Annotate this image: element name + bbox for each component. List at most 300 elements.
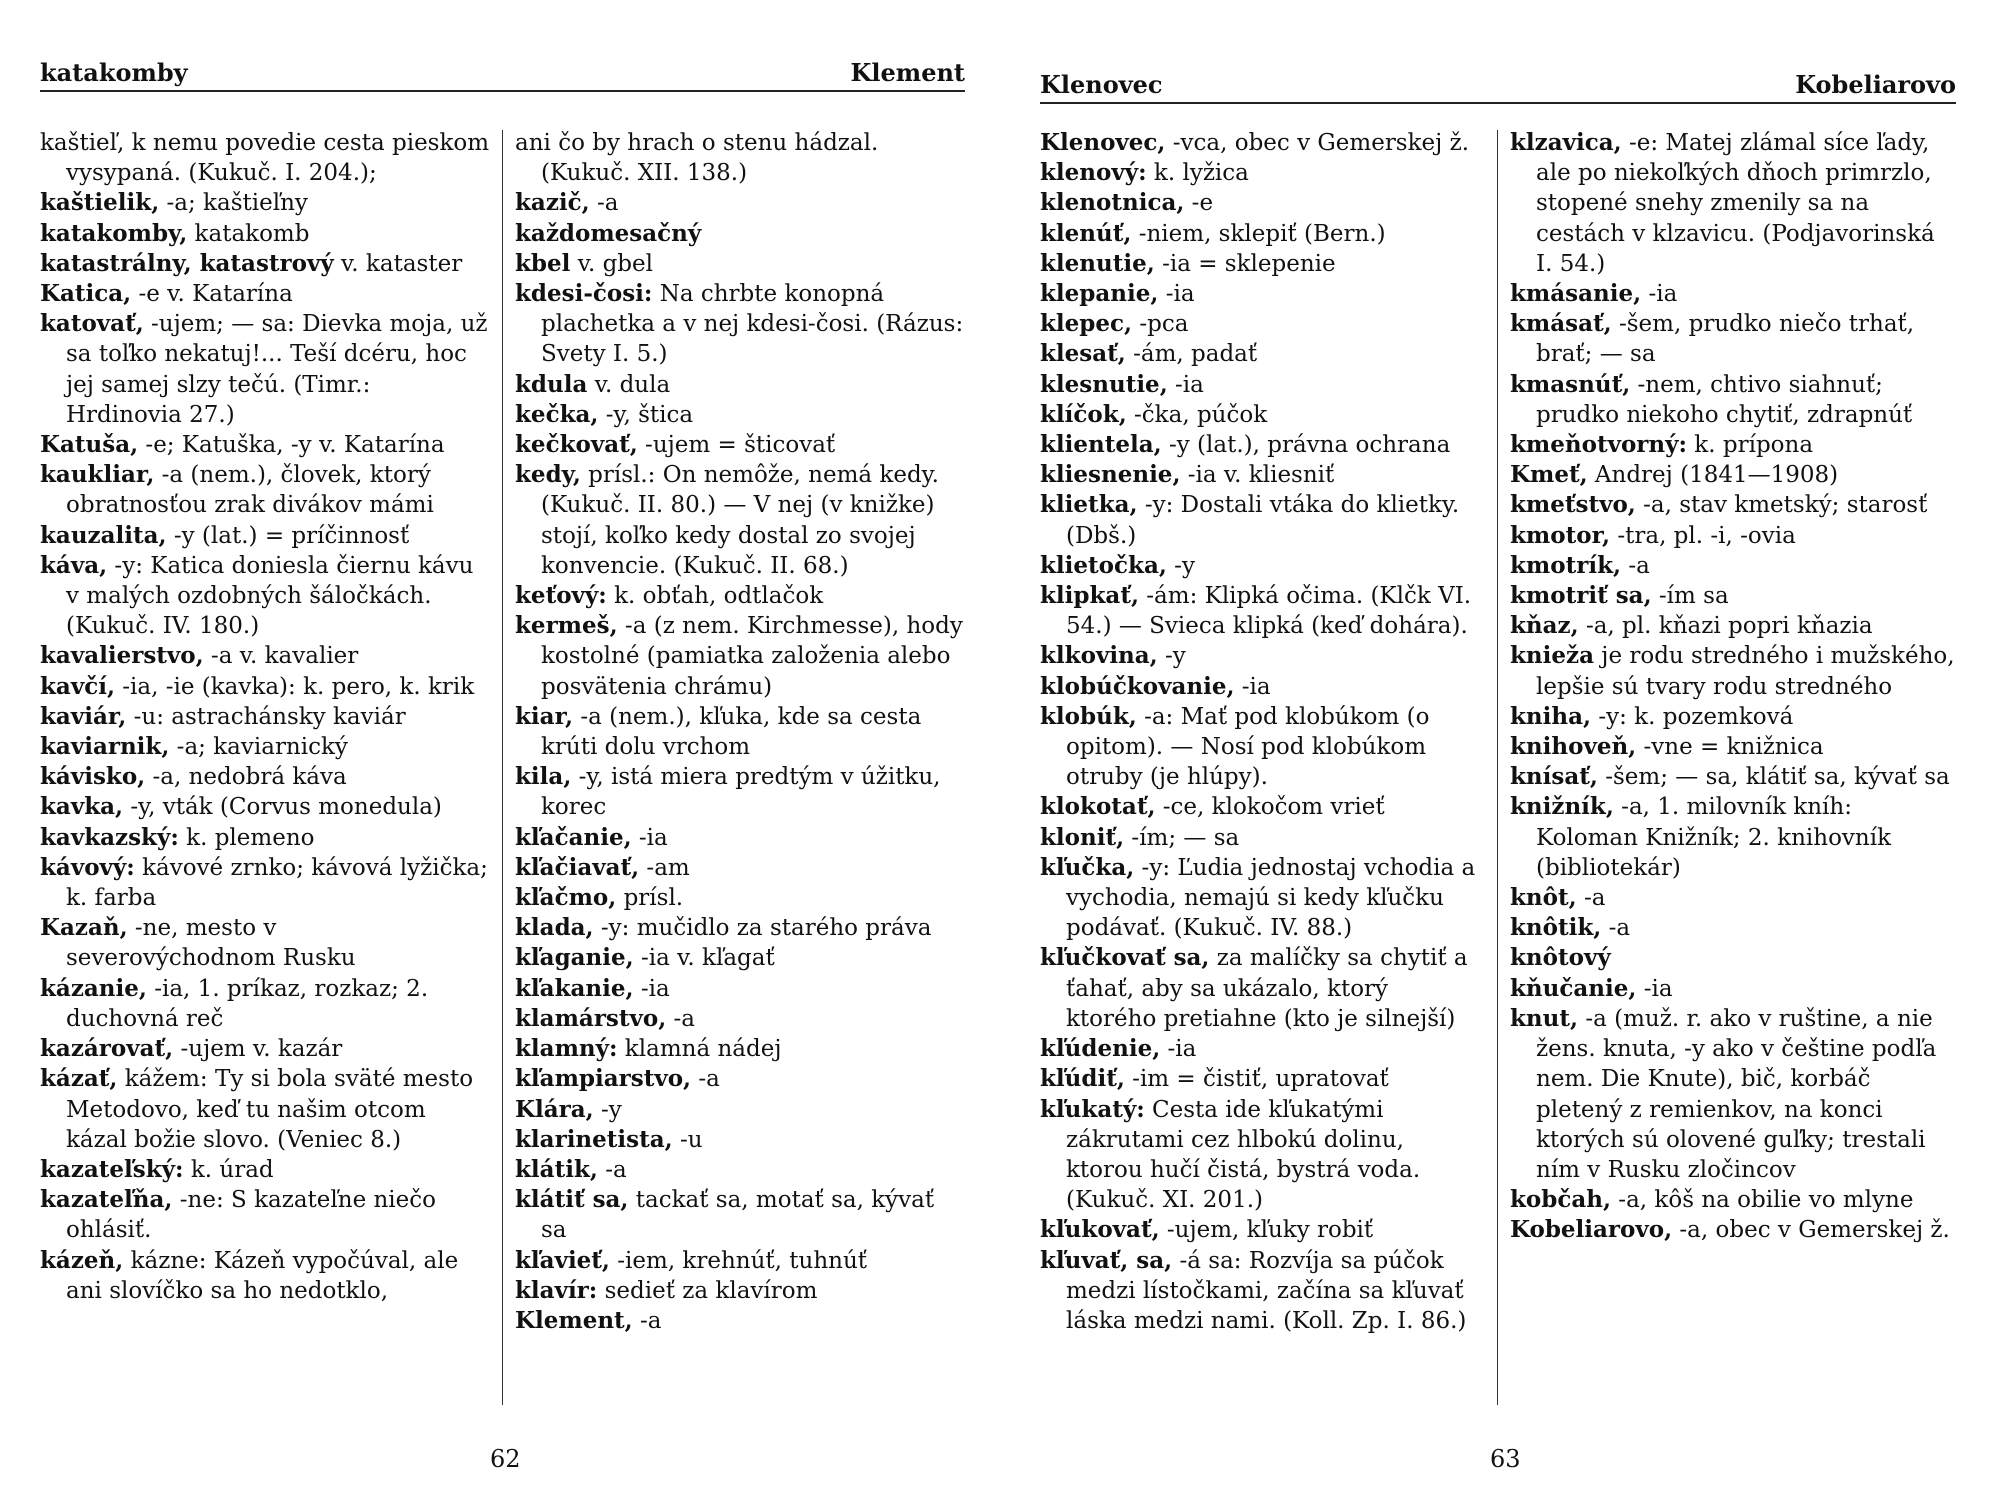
headword: kľavieť, [515,1246,610,1274]
dictionary-entry [1510,521,1956,551]
definition-text: -á sa: Rozvíja sa púčok medzi lístočkami, začína sa kľuvať láska medzi nami. (Koll. Zp. I. 86.) [1066,1247,1467,1334]
dictionary-entry [40,792,490,822]
dictionary-entry [1510,762,1956,792]
headword: kľaganie, [515,944,634,972]
headword: kmasnúť, [1510,370,1631,398]
headword: Katica, [40,280,132,308]
dictionary-entry [515,943,965,973]
definition-text: -a [632,1307,662,1334]
definition-text: -ám: Klipká očima. (Klčk VI. 54.) — Svieca klipká (keď dohára). [1066,583,1472,640]
headword: kázanie, [40,974,147,1002]
headword: klenotnica, [1040,189,1185,217]
definition-text: -u: astrachánsky kaviár [126,703,406,730]
headword: kazateľňa, [40,1186,173,1214]
dictionary-entry [40,672,490,702]
definition-text: -e: Matej zlámal síce ľady, ale po niekoľkých dňoch primrzlo, stopené snehy zmenily sa na cestách v klzavicu. (Podjavorinská I. 54.) [1536,130,1935,277]
definition-text: -a, obec v Gemerskej ž. [1672,1217,1950,1244]
dictionary-entry [1040,219,1485,249]
definition-text: -ia [1641,281,1678,308]
dictionary-entry [40,732,490,762]
definition-text: -e v. Katarína [131,281,293,308]
definition-text: k. lyžica [1146,160,1249,187]
headword: kmeťstvo, [1510,491,1636,519]
definition-text: -ia, 1. príkaz, rozkaz; 2. duchovná reč [66,975,429,1032]
definition-text: -y (lat.) = príčinnosť [166,522,410,549]
headword: klenutie, [1040,249,1155,277]
definition-text: -ujem = šticovať [637,432,836,459]
headword: kermeš, [515,612,618,640]
dictionary-entry [40,551,490,642]
dictionary-entry [40,309,490,430]
definition-text: -ia v. kľagať [633,945,775,972]
dictionary-entry [515,370,965,400]
column-2 [515,128,965,1410]
dictionary-entry [40,521,490,551]
headword: kľuvať, sa, [1040,1246,1173,1274]
definition-text: za malíčky sa chytiť a ťahať, aby sa ukázalo, ktorý ktorého pretiahne (kto je silnejší) [1066,945,1468,1032]
headword: klepanie, [1040,280,1159,308]
headword: kiar, [515,702,574,730]
definition-text: -ia [1167,371,1204,398]
headword: knísať, [1510,763,1598,791]
column-1 [1040,128,1485,1410]
headword: kavčí, [40,672,115,700]
definition-text: v. dula [587,371,671,398]
definition-text: -a (z nem. Kirchmesse), hody kostolné (pamiatka založenia alebo posvätenia chrámu) [541,613,963,700]
dictionary-entry [1040,370,1485,400]
headword: Katuša, [40,431,139,459]
headword: kľukovať, [1040,1216,1160,1244]
dictionary-entry [515,581,965,611]
headword: Klára, [515,1095,594,1123]
headword: knôtik, [1510,914,1602,942]
dictionary-entry [1510,611,1956,641]
definition-text: -a, 1. milovník kníh: Koloman Knižník; 2. knihovník (bibliotekár) [1536,794,1892,881]
column-1 [40,128,490,1410]
dictionary-entry [515,188,965,218]
headword: keťový: [515,582,607,610]
headword: klkovina, [1040,642,1158,670]
dictionary-entry [515,400,965,430]
dictionary-entry [40,974,490,1034]
definition-text: -y, istá miera predtým v úžitku, korec [541,764,941,821]
dictionary-entry [40,249,490,279]
definition-text: v. gbel [570,250,654,277]
dictionary-entry [40,1064,490,1155]
definition-text: kážem: Ty si bola sväté mesto Metodovo, keď tu našim otcom kázal božie slovo. (Veniec 8.) [66,1066,474,1153]
dictionary-entry [515,853,965,883]
headword: kbel [515,249,571,277]
dictionary-entry [1510,581,1956,611]
dictionary-entry [40,762,490,792]
dictionary-entry [1510,430,1956,460]
headword: kaukliar, [40,461,155,489]
definition-text: -y: Katica doniesla čiernu kávu v malých ozdobných šáločkách. (Kukuč. IV. 180.) [66,552,474,640]
headword: klietočka, [1040,551,1167,579]
headword: klzavica, [1510,129,1622,156]
dictionary-entry [515,1034,965,1064]
headword: katovať, [40,310,144,338]
headword: klamný: [515,1035,618,1063]
dictionary-entry [40,279,490,309]
definition-text: Cesta ide kľukatými zákrutami cez hlbokú dolinu, ktorou hučí čistá, bystrá voda. (Kukuč. XI. 201.) [1066,1096,1421,1214]
headword: klenúť, [1040,219,1132,247]
definition-text: -ujem; — sa: Dievka moja, už sa toľko nekatuj!... Teší dcéru, hoc jej samej slzy tečú. (Timr.: Hrdinovia 27.) [66,311,488,428]
dictionary-entry [1040,1034,1485,1064]
header-left-word: katakomby [40,58,188,87]
running-head [40,58,965,92]
dictionary-entry [515,913,965,943]
definition-text: -y (lat.), právna ochrana [1161,432,1451,459]
definition-text: -a [1621,552,1650,579]
definition-text: -vca, obec v Gemerskej ž. [1165,130,1470,156]
definition-text: -y, štica [598,401,694,428]
headword: klesnutie, [1040,370,1168,398]
definition-text: -am [639,854,690,881]
headword: kmeňotvorný: [1510,431,1687,459]
definition-text: kázne: Kázeň vypočúval, ale ani slovíčko sa ho nedotklo, [66,1247,459,1304]
dictionary-entry [515,1185,965,1245]
dictionary-entry [1510,279,1956,309]
headword: kaviár, [40,702,127,730]
headword: kečkovať, [515,431,638,459]
headword: kdesi-čosi: [515,280,653,308]
dictionary-entry [40,913,490,973]
header-left-word: Klenovec [1040,70,1163,99]
definition-text: -e [1184,190,1214,217]
headword: kľukatý: [1040,1095,1145,1123]
definition-text: prísl.: On nemôže, nemá kedy. (Kukuč. II. 80.) — V nej (v knižke) stojí, koľko kedy dostal zo svojej konvencie. (Kukuč. II. 68.) [541,462,939,579]
dictionary-entry [1510,1004,1956,1185]
headword: kmotor, [1510,521,1611,549]
dictionary-entry [1040,1215,1485,1245]
definition-text: k. obťah, odtlačok [606,583,824,610]
headword: Kobeliarovo, [1510,1216,1673,1244]
headword: kila, [515,763,572,791]
headword: kauzalita, [40,521,167,549]
definition-text: -a (muž. r. ako v ruštine, a nie žens. knuta, -y ako v češtine podľa nem. Die Knute), bič, korbáč pletený z remienkov, na konci ktorých sú olovené guľky; trestali ním v Rusku zločincov [1536,1005,1937,1183]
headword: kávový: [40,853,135,881]
dictionary-entry [515,1125,965,1155]
headword: klesať, [1040,340,1126,368]
column-2 [1510,128,1956,1410]
dictionary-entry [1040,430,1485,460]
definition-text: je rodu stredného i mužského, lepšie sú tvary rodu stredného [1536,643,1955,700]
dictionary-entry [1040,339,1485,369]
definition-text: -ne: S kazateľne niečo ohlásiť. [66,1187,437,1244]
definition-text: -ia [631,824,668,851]
dictionary-entry [1040,551,1485,581]
headword: klada, [515,914,594,942]
headword: kňučanie, [1510,974,1637,1002]
column-divider [502,130,503,1405]
dictionary-entry [1510,913,1956,943]
headword: kľučka, [1040,853,1135,881]
headword: kmásať, [1510,310,1612,338]
headword: kľampiarstvo, [515,1065,692,1093]
headword: klíčok, [1040,400,1127,428]
definition-text: -a: Mať pod klobúkom (o opitom). — Nosí pod klobúkom otruby (je hlúpy). [1066,703,1430,791]
dictionary-entry [40,823,490,853]
definition-text: -čka, púčok [1126,401,1268,428]
headword: knieža [1510,642,1594,670]
definition-text: -im = čistiť, upratovať [1124,1066,1389,1093]
definition-text: -ia [633,975,670,1002]
headword: knôtový [1510,944,1611,972]
definition-text: -ia [1234,673,1271,700]
dictionary-entry [40,641,490,671]
headword: kavalierstvo, [40,642,204,670]
dictionary-entry [515,702,965,762]
definition-text: -ia [1158,281,1195,308]
definition-text: -a, pl. kňazi popri kňazia [1578,613,1873,640]
definition-text: -a v. kavalier [203,643,359,670]
page-number: 63 [1490,1445,1521,1473]
left-page [0,0,990,1500]
definition-text: -ia [1160,1036,1197,1063]
header-right-word: Kobeliarovo [1795,70,1956,99]
definition-text: -e; Katuška, -y v. Katarína [138,432,445,459]
definition-text: -šem; — sa, klátiť sa, kývať sa [1597,764,1950,791]
dictionary-entry [40,188,490,218]
headword: klobúčkovanie, [1040,672,1235,700]
definition-text: -y: Dostali vtáka do klietky. (Dbš.) [1066,492,1460,549]
dictionary-entry [1040,672,1485,702]
definition-text: katakomb [187,220,310,247]
running-head [1040,70,1956,104]
dictionary-entry [1510,1185,1956,1215]
dictionary-entry [1510,309,1956,369]
dictionary-entry [40,430,490,460]
definition-text: -iem, krehnúť, tuhnúť [609,1247,868,1274]
dictionary-entry [1040,460,1485,490]
headword: kmotriť sa, [1510,582,1652,610]
dictionary-entry [1510,792,1956,883]
definition-text: Na chrbte konopná plachetka a v nej kdesi-čosi. (Rázus: Svety I. 5.) [541,281,964,368]
dictionary-entry [1040,581,1485,641]
definition-text: -y: Ľudia jednostaj vchodia a vychodia, nemajú si kedy kľučku podávať. (Kukuč. IV. 88.) [1066,854,1476,942]
definition-text: -šem, prudko niečo trhať, brať; — sa [1536,311,1915,368]
definition-text: -a, nedobrá káva [145,764,347,791]
definition-text: kaštieľ, k nemu povedie cesta pieskom vysypaná. (Kukuč. I. 204.); [40,130,490,187]
dictionary-entry [515,1306,965,1336]
definition-text: Andrej (1841—1908) [1587,462,1839,489]
dictionary-entry [515,974,965,1004]
headword: kázeň, [40,1246,124,1274]
headword: kniha, [1510,702,1592,730]
headword: kaštielik, [40,189,160,217]
definition-text: sedieť za klavírom [597,1277,818,1304]
headword: katakomby, [40,219,188,247]
dictionary-entry [1510,702,1956,732]
headword: klenový: [1040,159,1147,187]
definition-text: -y: k. pozemková [1591,703,1794,730]
dictionary-entry [40,128,490,188]
page-number: 62 [490,1445,521,1473]
dictionary-entry [1040,1064,1485,1094]
dictionary-entry [1510,641,1956,701]
dictionary-entry [1510,1215,1956,1245]
dictionary-entry [515,1276,965,1306]
headword: kľakanie, [515,974,634,1002]
headword: klátiť sa, [515,1186,629,1214]
headword: klepec, [1040,310,1133,338]
definition-text: -ujem v. kazár [173,1036,343,1063]
headword: kobčah, [1510,1186,1611,1214]
dictionary-entry [1040,279,1485,309]
right-page [1010,0,1996,1500]
headword: knut, [1510,1004,1579,1032]
headword: kavka, [40,793,124,821]
headword: kávisko, [40,763,146,791]
headword: kľačanie, [515,823,632,851]
definition-text: -y [1166,552,1195,579]
definition-text: -a [597,1156,627,1183]
dictionary-entry [1510,551,1956,581]
dictionary-entry [515,611,965,702]
headword: kňaz, [1510,612,1579,640]
definition-text: tackať sa, motať sa, kývať sa [541,1187,935,1244]
headword: knôt, [1510,884,1577,912]
definition-text: -pca [1132,311,1189,338]
headword: Kazaň, [40,914,128,942]
dictionary-entry [40,1155,490,1185]
definition-text: -a, kôš na obilie vo mlyne [1611,1187,1914,1214]
headword: klientela, [1040,431,1162,459]
definition-text: -a [666,1005,696,1032]
headword: klipkať, [1040,582,1139,610]
headword: kaviarnik, [40,733,170,761]
definition-text: -tra, pl. -i, -ovia [1610,522,1796,549]
definition-text: -ia [1636,975,1673,1002]
dictionary-entry [1510,883,1956,913]
definition-text: -a [1601,915,1631,942]
definition-text: -ám, padať [1125,341,1258,368]
dictionary-entry [515,762,965,822]
definition-text: kávové zrnko; kávová lyžička; k. farba [66,854,488,912]
definition-text: -ia v. kliesniť [1180,462,1335,489]
definition-text: ani čo by hrach o stenu hádzal. (Kukuč. XII. 138.) [515,130,879,187]
definition-text: k. úrad [183,1156,274,1183]
headword: kloniť, [1040,823,1125,851]
dictionary-entry [1510,974,1956,1004]
column-divider [1497,130,1498,1405]
headword: klokotať, [1040,793,1156,821]
definition-text: -ia = sklepenie [1154,250,1336,277]
dictionary-entry [40,460,490,520]
definition-text: -a, stav kmetský; starosť [1635,492,1928,519]
headword: kedy, [515,461,581,489]
dictionary-entry [1510,460,1956,490]
definition-text: prísl. [616,885,684,912]
definition-text: -y [593,1096,622,1123]
definition-text: -ia, -ie (kavka): k. pero, k. krik [114,673,475,700]
dictionary-entry [1040,158,1485,188]
definition-text: k. plemeno [178,824,315,851]
headword: káva, [40,551,108,579]
headword: klietka, [1040,491,1138,519]
dictionary-entry [1040,792,1485,822]
headword: kečka, [515,400,599,428]
dictionary-entry [1040,490,1485,550]
definition-text: klamná nádej [617,1036,782,1063]
definition-text: v. kataster [333,250,463,277]
definition-text: -ím sa [1651,583,1729,610]
dictionary-entry [40,219,490,249]
headword: kazateľský: [40,1155,184,1183]
definition-text: -a [1576,885,1606,912]
dictionary-entry [1510,490,1956,520]
headword: kmotrík, [1510,551,1622,579]
dictionary-entry [515,883,965,913]
headword: knižník, [1510,793,1614,821]
dictionary-entry [40,1185,490,1245]
headword: kavkazský: [40,823,179,851]
dictionary-entry [40,1034,490,1064]
definition-text: -ce, klokočom vrieť [1155,794,1385,821]
definition-text: -y [1157,643,1186,670]
headword: klátik, [515,1155,598,1183]
headword: každomesačný [515,219,702,247]
headword: kliesnenie, [1040,461,1181,489]
dictionary-entry [515,219,965,249]
dictionary-entry [1040,188,1485,218]
definition-text: -y: mučidlo za starého práva [593,915,932,942]
dictionary-entry [515,430,965,460]
dictionary-entry [1510,370,1956,430]
dictionary-entry [1040,943,1485,1034]
dictionary-entry [1040,309,1485,339]
headword: kázať, [40,1065,118,1093]
headword: klamárstvo, [515,1004,667,1032]
definition-text: -ne, mesto v severovýchodnom Rusku [66,915,356,972]
dictionary-entry [515,823,965,853]
definition-text: -a; kaštieľny [159,190,308,217]
headword: Kmeť, [1510,461,1588,489]
dictionary-entry [1510,943,1956,973]
dictionary-entry [1040,641,1485,671]
dictionary-entry [1040,249,1485,279]
headword: klarinetista, [515,1125,673,1153]
dictionary-entry [1040,823,1485,853]
definition-text: -u [672,1126,703,1153]
headword: klavír: [515,1276,598,1304]
dictionary-entry [515,279,965,370]
definition-text: -a; kaviarnický [169,734,348,761]
dictionary-entry [1510,732,1956,762]
definition-text: -a [589,190,619,217]
definition-text: -vne = knižnica [1636,734,1824,761]
headword: knihoveň, [1510,733,1637,761]
definition-text: -a (nem.), kľuka, kde sa cesta krúti dolu vrchom [541,703,922,761]
dictionary-entry [40,853,490,913]
dictionary-entry [1040,702,1485,793]
headword: klobúk, [1040,702,1137,730]
dictionary-entry [515,1155,965,1185]
dictionary-entry [1040,1095,1485,1216]
dictionary-entry [515,1246,965,1276]
definition-text: k. prípona [1687,432,1814,459]
dictionary-entry [515,128,965,188]
dictionary-entry [1040,128,1485,158]
headword: kazárovať, [40,1035,174,1063]
headword: kľúdiť, [1040,1065,1125,1093]
headword: Klenovec, [1040,129,1166,156]
headword: kmásanie, [1510,280,1642,308]
dictionary-entry [1040,853,1485,944]
headword: kľačiavať, [515,853,640,881]
definition-text: -nem, chtivo siahnuť; prudko niekoho chytiť, zdrapnúť [1536,371,1913,428]
